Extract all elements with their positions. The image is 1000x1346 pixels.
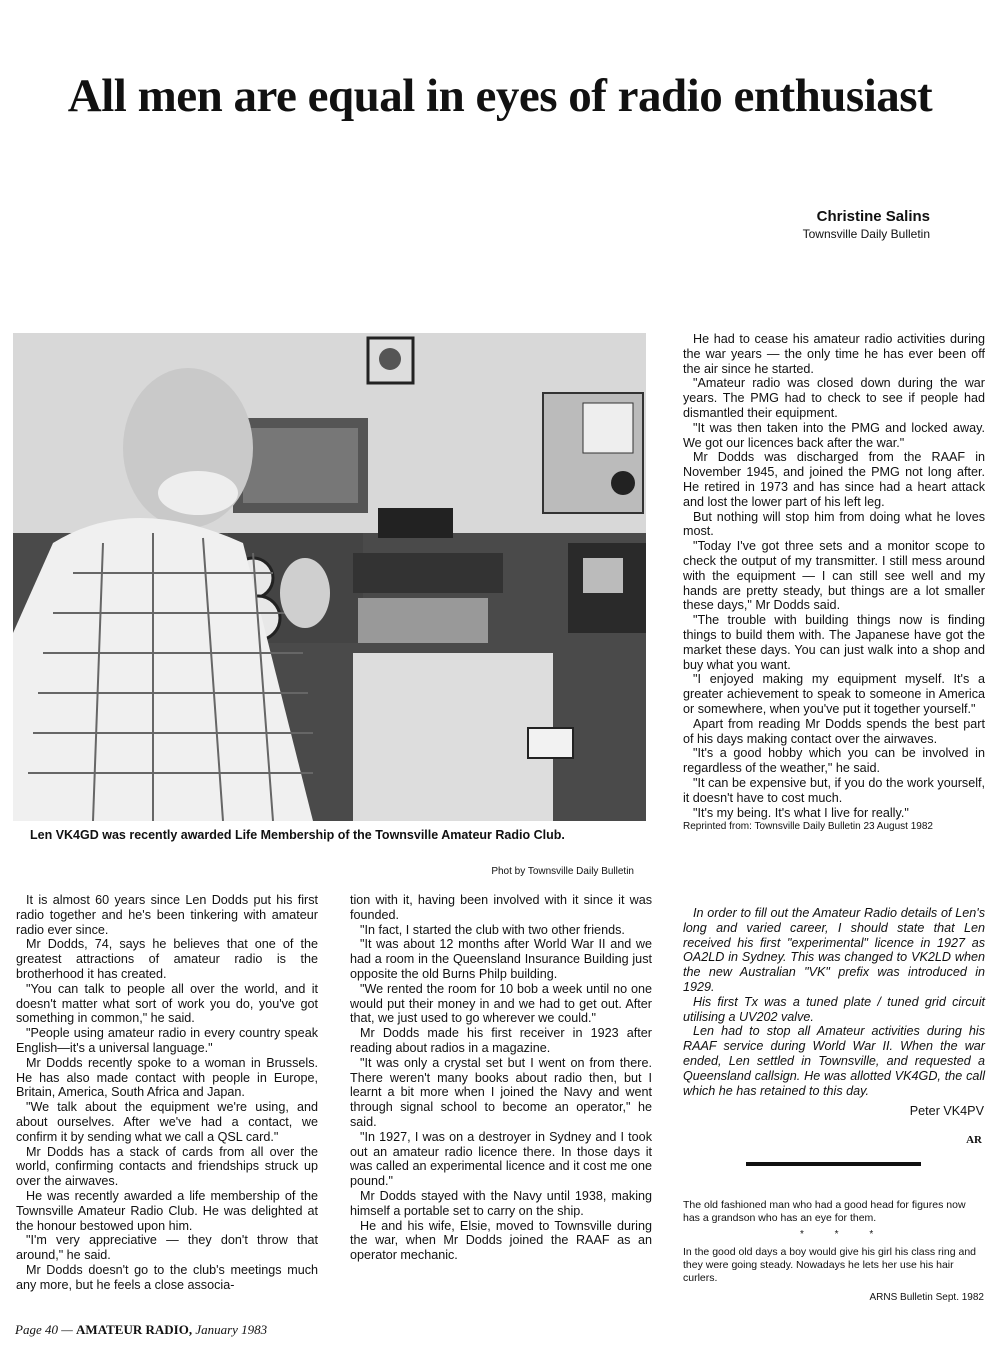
paragraph: It is almost 60 years since Len Dodds put his first radio together and he's been tinkering with amateur radio ever since.	[16, 893, 318, 937]
page-footer	[15, 1322, 267, 1338]
paragraph: Mr Dodds stayed with the Navy until 1938, making himself a portable set to carry on the ship.	[350, 1188, 652, 1218]
paragraph: Mr Dodds made his first receiver in 1923 after reading about radios in a magazine.	[350, 1026, 652, 1055]
paragraph: "I'm very appreciative — they don't throw that around," he said.	[16, 1233, 318, 1263]
author-name: Christine Salins	[816, 208, 930, 225]
paragraph: "Amateur radio was closed down during the war years. The PMG had to check to see if people had dismantled their equipment.	[683, 376, 985, 420]
paragraph: Mr Dodds was discharged from the RAAF in November 1945, and joined the PMG not long after. He retired in 1973 and has since had a heart attack and lost the lower part of his left leg.	[683, 450, 985, 509]
paragraph: "Today I've got three sets and a monitor scope to check the output of my transmitter. I still mess around with the equipment — I can still see well and my hands are pretty steady, but things are a lot smaller these days," Mr Dodds said.	[683, 539, 985, 613]
paragraph: Mr Dodds doesn't go to the club's meetings much any more, but he feels a close associa-	[16, 1262, 318, 1292]
photo-credit: Phot by Townsville Daily Bulletin	[491, 866, 634, 877]
paragraph: "In fact, I started the club with two other friends.	[360, 922, 625, 937]
paragraph: "I enjoyed making my equipment myself. It's a greater achievement to speak to someone in America or somewhere, when you've put it together yourself."	[683, 672, 985, 716]
paragraph: "It's my being. It's what I live for really."	[693, 805, 909, 820]
paragraph: "The trouble with building things now is finding things to build them with. The Japanese have got the market these days. You can just walk into a shop and buy what you want.	[683, 613, 985, 672]
magazine-name: AMATEUR RADIO,	[76, 1322, 193, 1337]
byline	[803, 208, 930, 242]
page-number: Page 40 —	[15, 1322, 73, 1337]
paragraph: "It was then taken into the PMG and locked away. We got our licences back after the war."	[683, 420, 985, 450]
reprint-notice: Reprinted from: Townsville Daily Bulletin 23 August 1982	[683, 821, 933, 833]
paragraph: He was recently awarded a life membership of the Townsville Amateur Radio Club. He was delighted at the honour bestowed upon him.	[16, 1188, 318, 1233]
paragraph: "In 1927, I was on a destroyer in Sydney and I took out an amateur radio licence there. In those days it was called an experimental licence and it cost me one pound."	[350, 1129, 652, 1189]
paragraph: "You can talk to people all over the world, and it doesn't matter what sort of work you do, you've got something in common," he said.	[16, 981, 318, 1026]
paragraph: But nothing will stop him from doing what he loves most.	[683, 509, 985, 539]
headline: All men are equal in eyes of radio enthusiast	[67, 70, 933, 122]
paragraph: "People using amateur radio in every country speak English—it's a universal language."	[16, 1026, 318, 1055]
filler-joke-1: The old fashioned man who had a good head for figures now has a grandson who has an eye for them.	[683, 1199, 966, 1224]
paragraph: He had to cease his amateur radio activities during the war years — the only time he has ever been off the air since he started.	[683, 332, 985, 376]
article-column-1	[16, 893, 318, 1293]
paragraph: "It was about 12 months after World War II and we had a room in the Queensland Insurance Building just opposite the old Burns Philp building.	[350, 937, 652, 981]
author-organization: Townsville Daily Bulletin	[802, 227, 930, 241]
filler-joke-2: In the good old days a boy would give his girl his class ring and they were going steady. Nowadays he lets her use his hair curlers.	[683, 1246, 977, 1284]
paragraph: "It was only a crystal set but I went on from there. There weren't many books about radio then, but I learnt a bit more when I joined the Navy and went through signal school to become an operator," he said.	[350, 1055, 652, 1129]
photo-caption: Len VK4GD was recently awarded Life Membership of the Townsville Amateur Radio Club.	[30, 828, 565, 842]
divider-rule	[746, 1162, 921, 1166]
filler-source: ARNS Bulletin Sept. 1982	[869, 1292, 984, 1303]
paragraph: tion with it, having been involved with it since it was founded.	[350, 893, 652, 922]
paragraph: Mr Dodds, 74, says he believes that one of the greatest attractions of amateur radio is the brotherhood it has created.	[16, 937, 318, 981]
paragraph: "We rented the room for 10 bob a week until no one would put their money in and we had to get out. After that, we just used to go wherever we could."	[350, 981, 652, 1026]
paragraph: "We talk about the equipment we're using, and about ourselves. After we've had a contact, we confirm it by sending what we call a QSL card."	[16, 1100, 318, 1144]
paragraph: Mr Dodds recently spoke to a woman in Brussels. He has also made contact with people in Europe, Britain, America, South Africa and Japan.	[16, 1055, 318, 1100]
end-mark: AR	[966, 1134, 982, 1146]
note-paragraph: In order to fill out the Amateur Radio details of Len's long and varied career, I should state that Len received his first "experimental" licence in 1927 as OA2LD in Sydney. This was changed to VK2LD when the new Australian "VK" prefix was introduced in 1929.	[683, 906, 985, 994]
paragraph: Apart from reading Mr Dodds spends the best part of his days making contact over the airwaves.	[683, 716, 985, 746]
note-paragraph: His first Tx was a tuned plate / tuned grid circuit utilising a UV202 valve.	[683, 994, 985, 1024]
paragraph: "It can be expensive but, if you do the work yourself, it doesn't have to cost much.	[683, 775, 985, 805]
paragraph: "It's a good hobby which you can be involved in regardless of the weather," he said.	[683, 746, 985, 776]
photo-len-at-radio-station	[13, 333, 646, 821]
article-column-2	[350, 893, 652, 1263]
editor-note	[683, 906, 985, 1098]
note-signature: Peter VK4PV	[909, 1104, 984, 1118]
article-column-3	[683, 332, 985, 834]
issue-date: January 1983	[195, 1322, 268, 1337]
note-paragraph: Len had to stop all Amateur activities during his RAAF service during World War II. When the war ended, Len settled in Townsville, and requested a Queensland callsign. He was allotted VK4GD, the call which he has retained to this day.	[683, 1024, 985, 1098]
paragraph: Mr Dodds has a stack of cards from all over the world, confirming contacts and friendships struck up over the airwaves.	[16, 1144, 318, 1189]
paragraph: He and his wife, Elsie, moved to Townsville during the war, when Mr Dodds joined the RAAF as an operator mechanic.	[350, 1218, 652, 1263]
star-separator: * * *	[800, 1229, 888, 1240]
